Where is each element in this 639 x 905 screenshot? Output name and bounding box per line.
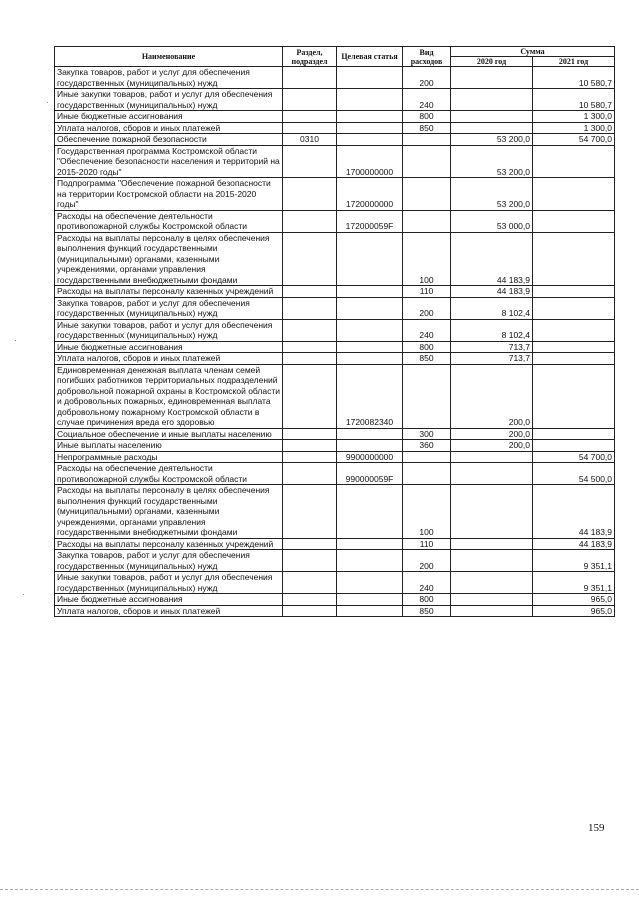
header-expense-type: Вид расходов (403, 47, 451, 67)
cell-sum-2021 (533, 341, 615, 353)
cell-sum-2020 (451, 89, 533, 111)
cell-target-article (337, 122, 403, 134)
cell-target-article (337, 572, 403, 594)
cell-section (283, 286, 337, 298)
cell-name: Уплата налогов, сборов и иных платежей (55, 122, 283, 134)
cell-name: Расходы на выплаты персоналу казенных учреждений (55, 538, 283, 550)
cell-section (283, 89, 337, 111)
cell-name: Расходы на выплаты персоналу казенных учреждений (55, 286, 283, 298)
cell-name: Уплата налогов, сборов и иных платежей (55, 605, 283, 617)
table-row (55, 353, 615, 365)
cell-sum-2021: 44 183,9 (533, 538, 615, 550)
cell-sum-2021 (533, 428, 615, 440)
cell-target-article (337, 440, 403, 452)
table-row (55, 428, 615, 440)
cell-target-article: 1720082340 (337, 364, 403, 428)
cell-target-article: 172000059F (337, 210, 403, 232)
cell-name: Обеспечение пожарной безопасности (55, 134, 283, 146)
table-row (55, 232, 615, 286)
cell-expense-type: 240 (403, 89, 451, 111)
cell-name: Иные закупки товаров, работ и услуг для обеспечения государственных (муниципальных) нужд (55, 89, 283, 111)
header-year-2021: 2021 год (533, 57, 615, 67)
cell-target-article (337, 89, 403, 111)
cell-sum-2021: 9 351,1 (533, 572, 615, 594)
cell-sum-2020: 713,7 (451, 341, 533, 353)
cell-expense-type (403, 145, 451, 178)
table-row (55, 451, 615, 463)
table-row (55, 210, 615, 232)
cell-section: 0310 (283, 134, 337, 146)
cell-sum-2020: 53 000,0 (451, 210, 533, 232)
cell-sum-2021 (533, 364, 615, 428)
cell-target-article (337, 232, 403, 286)
cell-sum-2021 (533, 145, 615, 178)
cell-expense-type: 800 (403, 111, 451, 123)
cell-name: Подпрограмма "Обеспечение пожарной безопасности на территории Костромской области на 2015-2020 годы" (55, 178, 283, 211)
cell-sum-2021: 44 183,9 (533, 485, 615, 539)
cell-expense-type: 200 (403, 550, 451, 572)
table-row (55, 134, 615, 146)
cell-target-article (337, 428, 403, 440)
cell-sum-2020: 200,0 (451, 364, 533, 428)
cell-sum-2020: 44 183,9 (451, 232, 533, 286)
cell-expense-type: 100 (403, 485, 451, 539)
cell-expense-type (403, 134, 451, 146)
cell-sum-2020 (451, 538, 533, 550)
cell-target-article (337, 594, 403, 606)
cell-expense-type (403, 210, 451, 232)
table-row (55, 485, 615, 539)
cell-sum-2021: 54 700,0 (533, 451, 615, 463)
table-row (55, 67, 615, 89)
cell-expense-type: 110 (403, 538, 451, 550)
cell-name: Иные бюджетные ассигнования (55, 341, 283, 353)
table-row (55, 319, 615, 341)
cell-sum-2020: 53 200,0 (451, 178, 533, 211)
cell-section (283, 550, 337, 572)
cell-name: Закупка товаров, работ и услуг для обеспечения государственных (муниципальных) нужд (55, 67, 283, 89)
table-header (55, 47, 615, 67)
cell-sum-2021: 1 300,0 (533, 111, 615, 123)
cell-sum-2021: 1 300,0 (533, 122, 615, 134)
cell-expense-type: 300 (403, 428, 451, 440)
cell-expense-type: 850 (403, 605, 451, 617)
cell-sum-2021: 965,0 (533, 605, 615, 617)
cell-sum-2021 (533, 286, 615, 298)
cell-name: Иные бюджетные ассигнования (55, 594, 283, 606)
header-section: Раздел, подраздел (283, 47, 337, 67)
cell-name: Непрограммные расходы (55, 451, 283, 463)
cell-section (283, 145, 337, 178)
cell-sum-2020 (451, 463, 533, 485)
cell-sum-2021 (533, 440, 615, 452)
cell-sum-2021 (533, 232, 615, 286)
table-row (55, 145, 615, 178)
table-row (55, 538, 615, 550)
cell-sum-2020: 53 200,0 (451, 145, 533, 178)
cell-target-article (337, 319, 403, 341)
table-body (55, 67, 615, 617)
cell-expense-type (403, 451, 451, 463)
cell-sum-2020 (451, 485, 533, 539)
cell-section (283, 428, 337, 440)
scan-speck: · (22, 590, 25, 599)
cell-sum-2021 (533, 297, 615, 319)
cell-expense-type (403, 178, 451, 211)
cell-target-article: 9900000000 (337, 451, 403, 463)
cell-sum-2021: 9 351,1 (533, 550, 615, 572)
cell-expense-type: 800 (403, 341, 451, 353)
cell-sum-2021: 10 580,7 (533, 67, 615, 89)
cell-sum-2020 (451, 122, 533, 134)
cell-name: Социальное обеспечение и иные выплаты населению (55, 428, 283, 440)
cell-sum-2021: 54 500,0 (533, 463, 615, 485)
scan-speck: · (46, 98, 49, 107)
table-row (55, 550, 615, 572)
cell-section (283, 210, 337, 232)
cell-sum-2021: 965,0 (533, 594, 615, 606)
header-year-2020: 2020 год (451, 57, 533, 67)
table-row (55, 572, 615, 594)
scan-speck: · (14, 336, 17, 345)
cell-target-article (337, 353, 403, 365)
table-row (55, 297, 615, 319)
cell-target-article (337, 286, 403, 298)
cell-target-article: 1700000000 (337, 145, 403, 178)
header-target: Целевая статья (337, 47, 403, 67)
cell-section (283, 232, 337, 286)
cell-sum-2020: 53 200,0 (451, 134, 533, 146)
cell-expense-type: 240 (403, 319, 451, 341)
cell-name: Расходы на обеспечение деятельности противопожарной службы Костромской области (55, 463, 283, 485)
cell-sum-2020: 200,0 (451, 428, 533, 440)
cell-name: Закупка товаров, работ и услуг для обеспечения государственных (муниципальных) нужд (55, 550, 283, 572)
cell-sum-2020 (451, 594, 533, 606)
cell-section (283, 122, 337, 134)
cell-section (283, 440, 337, 452)
cell-target-article (337, 297, 403, 319)
footer-divider (0, 889, 639, 890)
cell-sum-2020: 8 102,4 (451, 319, 533, 341)
table-row (55, 122, 615, 134)
cell-expense-type: 100 (403, 232, 451, 286)
cell-section (283, 67, 337, 89)
cell-target-article (337, 605, 403, 617)
cell-section (283, 353, 337, 365)
header-name: Наименование (55, 47, 283, 67)
cell-sum-2021 (533, 210, 615, 232)
table-row (55, 594, 615, 606)
cell-sum-2020: 200,0 (451, 440, 533, 452)
table-row (55, 605, 615, 617)
table-row (55, 89, 615, 111)
cell-expense-type (403, 463, 451, 485)
cell-name: Иные закупки товаров, работ и услуг для обеспечения государственных (муниципальных) нужд (55, 319, 283, 341)
cell-expense-type: 200 (403, 67, 451, 89)
cell-target-article (337, 485, 403, 539)
table-row (55, 440, 615, 452)
cell-section (283, 538, 337, 550)
cell-target-article (337, 111, 403, 123)
cell-sum-2021 (533, 319, 615, 341)
cell-expense-type: 200 (403, 297, 451, 319)
cell-section (283, 594, 337, 606)
cell-sum-2020 (451, 451, 533, 463)
cell-expense-type (403, 364, 451, 428)
cell-name: Иные выплаты населению (55, 440, 283, 452)
cell-section (283, 319, 337, 341)
cell-sum-2021 (533, 353, 615, 365)
header-sum: Сумма (451, 47, 615, 57)
cell-target-article: 990000059F (337, 463, 403, 485)
cell-expense-type: 850 (403, 353, 451, 365)
table-row (55, 364, 615, 428)
budget-table (54, 46, 615, 617)
table-row (55, 463, 615, 485)
cell-name: Расходы на выплаты персоналу в целях обеспечения выполнения функций государственными (муниципальными) органами, казенными учреждениями, органами управления государственными внебюджетными фондами (55, 485, 283, 539)
cell-target-article (337, 67, 403, 89)
cell-section (283, 605, 337, 617)
cell-expense-type: 110 (403, 286, 451, 298)
cell-sum-2021: 54 700,0 (533, 134, 615, 146)
cell-sum-2021: 10 580,7 (533, 89, 615, 111)
cell-target-article (337, 134, 403, 146)
cell-sum-2020: 713,7 (451, 353, 533, 365)
cell-expense-type: 850 (403, 122, 451, 134)
cell-expense-type: 800 (403, 594, 451, 606)
cell-target-article (337, 550, 403, 572)
table-row (55, 341, 615, 353)
page-number: 159 (588, 822, 605, 834)
cell-target-article: 1720000000 (337, 178, 403, 211)
cell-section (283, 111, 337, 123)
cell-sum-2020: 44 183,9 (451, 286, 533, 298)
cell-sum-2020 (451, 572, 533, 594)
cell-section (283, 572, 337, 594)
cell-section (283, 341, 337, 353)
cell-name: Государственная программа Костромской области "Обеспечение безопасности населения и территорий на 2015-2020 годы" (55, 145, 283, 178)
cell-expense-type: 360 (403, 440, 451, 452)
cell-sum-2020 (451, 550, 533, 572)
cell-section (283, 451, 337, 463)
cell-section (283, 364, 337, 428)
cell-target-article (337, 341, 403, 353)
cell-name: Закупка товаров, работ и услуг для обеспечения государственных (муниципальных) нужд (55, 297, 283, 319)
table-row (55, 178, 615, 211)
cell-target-article (337, 538, 403, 550)
cell-sum-2020: 8 102,4 (451, 297, 533, 319)
cell-expense-type: 240 (403, 572, 451, 594)
cell-name: Иные закупки товаров, работ и услуг для обеспечения государственных (муниципальных) нужд (55, 572, 283, 594)
cell-name: Расходы на выплаты персоналу в целях обеспечения выполнения функций государственными (муниципальными) органами, казенными учреждениями, органами управления государственными внебюджетными фондами (55, 232, 283, 286)
cell-section (283, 485, 337, 539)
cell-sum-2021 (533, 178, 615, 211)
cell-section (283, 297, 337, 319)
cell-sum-2020 (451, 605, 533, 617)
cell-sum-2020 (451, 111, 533, 123)
cell-sum-2020 (451, 67, 533, 89)
table-row (55, 111, 615, 123)
cell-name: Иные бюджетные ассигнования (55, 111, 283, 123)
cell-name: Расходы на обеспечение деятельности противопожарной службы Костромской области (55, 210, 283, 232)
cell-section (283, 178, 337, 211)
cell-name: Единовременная денежная выплата членам семей погибших работников территориальных подразделений добровольной пожарной охраны в Костромской области и добровольных пожарных, единовременная выплата добровольному пожарному Костромской области в случае причинения вреда его здоровью (55, 364, 283, 428)
cell-name: Уплата налогов, сборов и иных платежей (55, 353, 283, 365)
cell-section (283, 463, 337, 485)
table-row (55, 286, 615, 298)
